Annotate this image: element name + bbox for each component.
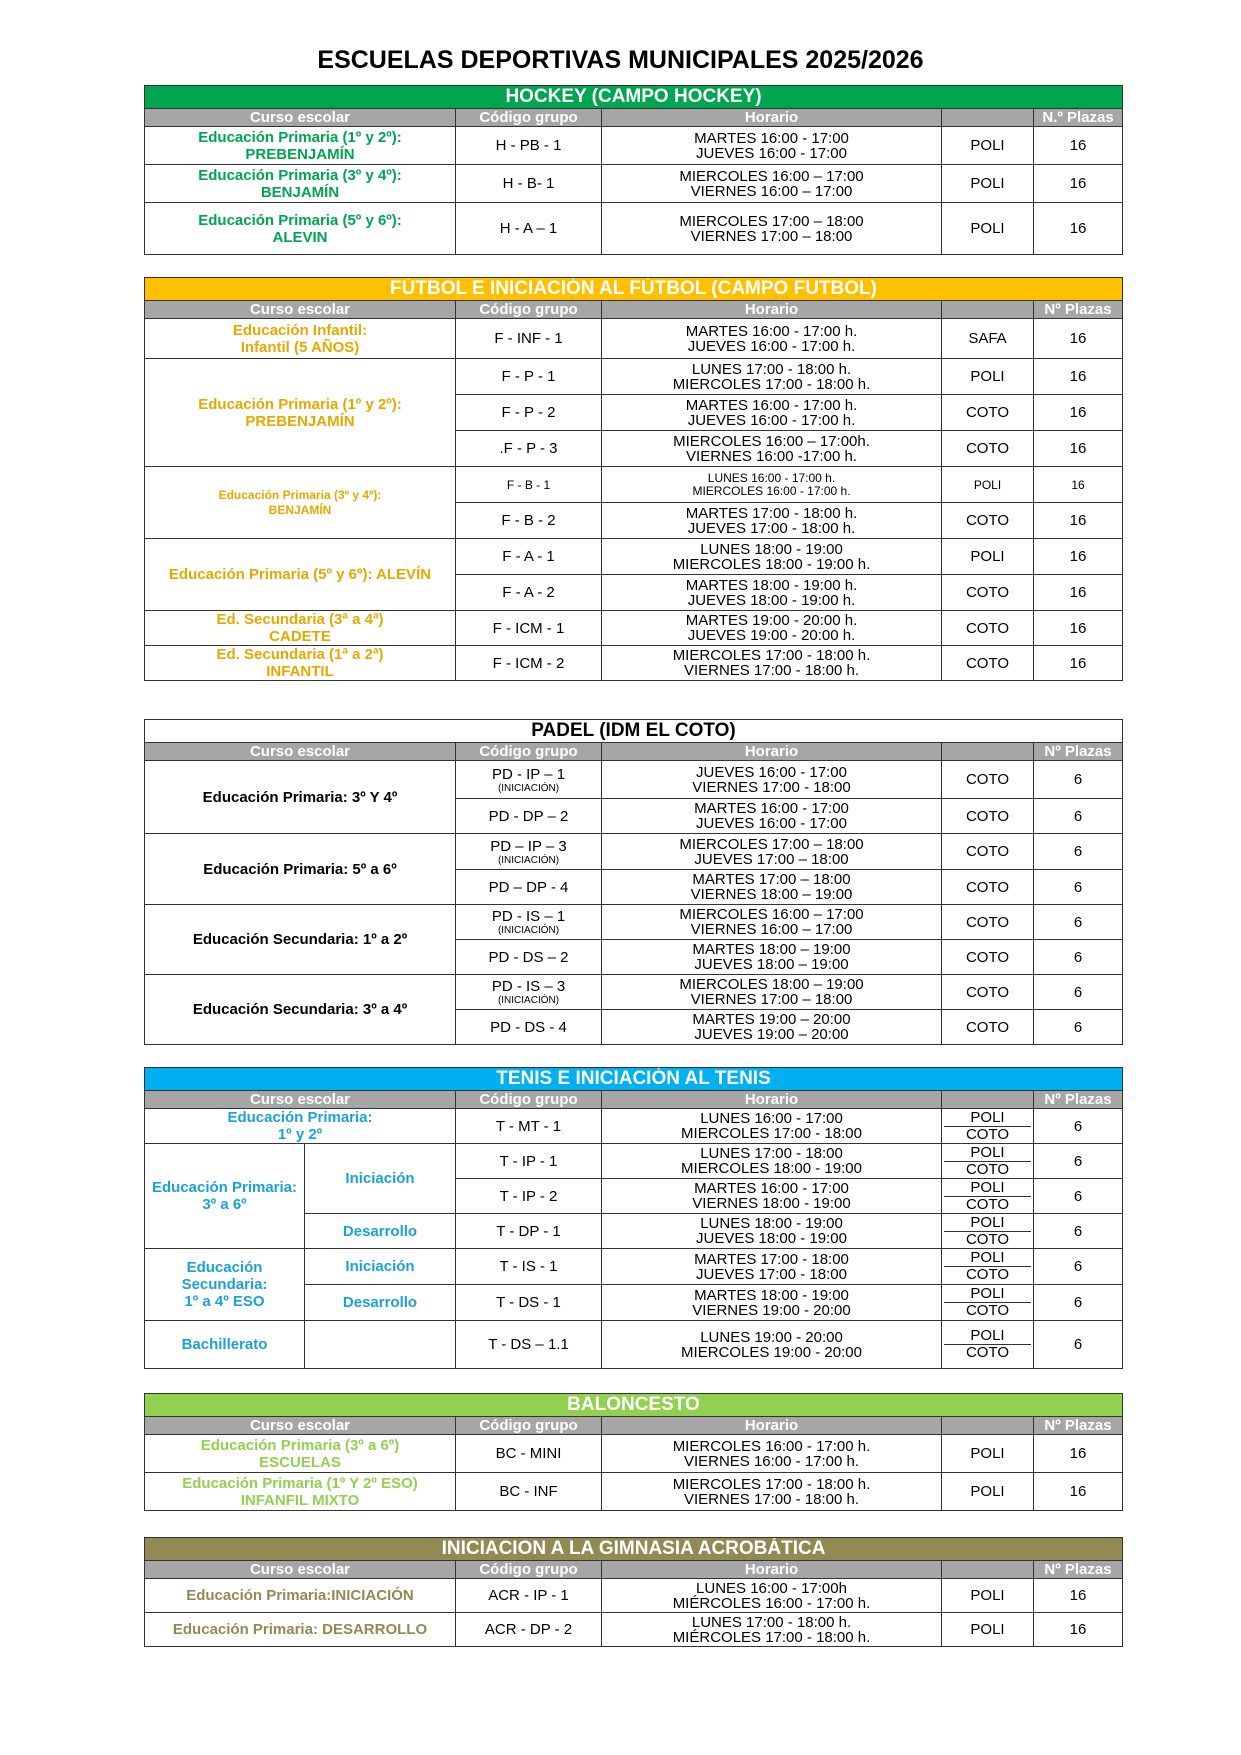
group-code: F - ICM - 2 (456, 646, 602, 681)
header-lugar (942, 1561, 1034, 1579)
header-lugar (942, 109, 1034, 127)
group-code: T - DS – 1.1 (456, 1321, 602, 1369)
header-codigo: Código grupo (456, 109, 602, 127)
spots: 6 (1034, 975, 1123, 1010)
spots: 6 (1034, 834, 1123, 870)
schedule: MARTES 19:00 - 20:00 h. JUEVES 19:00 - 20:00 h. (602, 611, 942, 646)
course-cell: Educación Primaria (3º a 6º) ESCUELAS (145, 1435, 456, 1473)
venue: POLI (942, 1579, 1034, 1613)
venue: COTO (942, 940, 1034, 975)
course-cell: Educación Primaria (3º y 4º): BENJAMÍN (145, 467, 456, 539)
header-curso: Curso escolar (145, 1417, 456, 1435)
header-plazas: N.º Plazas (1034, 109, 1123, 127)
group-code: .F - P - 3 (456, 431, 602, 467)
schedule: MARTES 16:00 - 17:00 VIERNES 18:00 - 19:00 (602, 1179, 942, 1214)
course-cell: Educación Primaria: 1º y 2º (145, 1109, 456, 1144)
schedule: MIERCOLES 17:00 – 18:00 JUEVES 17:00 – 18:00 (602, 834, 942, 870)
venue: COTO (942, 646, 1034, 681)
group-code: T - IP - 1 (456, 1144, 602, 1179)
spots: 16 (1034, 359, 1123, 395)
schedule: MARTES 16:00 - 17:00 h. JUEVES 16:00 - 17:00 h. (602, 395, 942, 431)
venue: COTO (942, 431, 1034, 467)
schedule: MIERCOLES 18:00 – 19:00 VIERNES 17:00 – 18:00 (602, 975, 942, 1010)
header-lugar (942, 743, 1034, 761)
spots: 16 (1034, 395, 1123, 431)
venue: POLI COTO (942, 1214, 1034, 1249)
level-cell: Iniciación (305, 1144, 456, 1214)
header-codigo: Código grupo (456, 743, 602, 761)
schedule: LUNES 16:00 - 17:00 h. MIERCOLES 16:00 - 17:00 h. (602, 467, 942, 503)
schedule: MARTES 18:00 – 19:00 JUEVES 18:00 – 19:00 (602, 940, 942, 975)
schedule: MIERCOLES 16:00 – 17:00 VIERNES 16:00 – 17:00 (602, 165, 942, 203)
venue: POLI (942, 1435, 1034, 1473)
venue: SAFA (942, 319, 1034, 359)
level-cell: Desarrollo (305, 1214, 456, 1249)
spots: 16 (1034, 431, 1123, 467)
schedule: LUNES 19:00 - 20:00 MIERCOLES 19:00 - 20:00 (602, 1321, 942, 1369)
gimnasia-table (144, 1537, 1123, 1647)
venue: COTO (942, 834, 1034, 870)
schedule: MARTES 16:00 - 17:00 JUEVES 16:00 - 17:00 (602, 799, 942, 834)
group-code: PD - IS – 1 (INICIACIÓN) (456, 905, 602, 940)
header-lugar (942, 1417, 1034, 1435)
schedule: MARTES 16:00 - 17:00 h. JUEVES 16:00 - 17:00 h. (602, 319, 942, 359)
course-cell: Educación Primaria: 5º a 6º (145, 834, 456, 905)
schedule: MARTES 17:00 - 18:00 h. JUEVES 17:00 - 18:00 h. (602, 503, 942, 539)
schedule: MIERCOLES 16:00 – 17:00h. VIERNES 16:00 -17:00 h. (602, 431, 942, 467)
spots: 6 (1034, 940, 1123, 975)
venue: COTO (942, 799, 1034, 834)
venue: POLI COTO (942, 1144, 1034, 1179)
spots: 16 (1034, 1473, 1123, 1511)
course-cell: Educación Secundaria: 3º a 4º (145, 975, 456, 1045)
spots: 16 (1034, 539, 1123, 575)
spots: 16 (1034, 1579, 1123, 1613)
group-code: F - A - 2 (456, 575, 602, 611)
schedule: LUNES 16:00 - 17:00 MIERCOLES 17:00 - 18:00 (602, 1109, 942, 1144)
schedule: MIERCOLES 17:00 - 18:00 h. VIERNES 17:00 - 18:00 h. (602, 646, 942, 681)
schedule: JUEVES 16:00 - 17:00 VIERNES 17:00 - 18:00 (602, 761, 942, 799)
gimnasia-title: INICIACION A LA GIMNASIA ACROBÁTICA (145, 1538, 1123, 1561)
course-cell: Educación Primaria: 3º a 6º (145, 1144, 305, 1249)
hockey-table (144, 85, 1123, 255)
spots: 16 (1034, 646, 1123, 681)
course-cell: Educación Primaria (5º y 6º): ALEVIN (145, 203, 456, 255)
course-cell: Educación Primaria: 3º Y 4º (145, 761, 456, 834)
group-code: PD - DP – 2 (456, 799, 602, 834)
course-cell: Educación Primaria (1º Y 2º ESO) INFANFIL MIXTO (145, 1473, 456, 1511)
schedule: MARTES 16:00 - 17:00 JUEVES 16:00 - 17:00 (602, 127, 942, 165)
venue: POLI COTO (942, 1109, 1034, 1144)
hockey-title: HOCKEY (CAMPO HOCKEY) (145, 86, 1123, 109)
group-code: T - IP - 2 (456, 1179, 602, 1214)
header-horario: Horario (602, 1417, 942, 1435)
schedule: MARTES 19:00 – 20:00 JUEVES 19:00 – 20:00 (602, 1010, 942, 1045)
header-plazas: Nº Plazas (1034, 1417, 1123, 1435)
group-code: PD - IS – 3 (INICIACIÓN) (456, 975, 602, 1010)
group-code: PD - DS - 4 (456, 1010, 602, 1045)
course-cell: Educación Secundaria: 1º a 4º ESO (145, 1249, 305, 1321)
spots: 16 (1034, 503, 1123, 539)
schedule: LUNES 18:00 - 19:00 MIERCOLES 18:00 - 19:00 h. (602, 539, 942, 575)
venue: POLI (942, 127, 1034, 165)
venue: POLI (942, 203, 1034, 255)
header-horario: Horario (602, 1091, 942, 1109)
group-code: BC - MINI (456, 1435, 602, 1473)
padel-table (144, 719, 1123, 1045)
course-cell: Ed. Secundaria (3ª a 4ª) CADETE (145, 611, 456, 646)
schedule: LUNES 18:00 - 19:00 JUEVES 18:00 - 19:00 (602, 1214, 942, 1249)
course-cell: Educación Primaria (1º y 2º): PREBENJAMÍN (145, 359, 456, 467)
header-curso: Curso escolar (145, 1091, 456, 1109)
tenis-table (144, 1067, 1123, 1369)
header-curso: Curso escolar (145, 743, 456, 761)
header-codigo: Código grupo (456, 1561, 602, 1579)
schedule: LUNES 17:00 - 18:00 h. MIERCOLES 17:00 - 18:00 h. (602, 359, 942, 395)
header-codigo: Código grupo (456, 1091, 602, 1109)
group-code: PD – DP - 4 (456, 870, 602, 905)
course-cell: Educación Primaria (5º y 6º): ALEVÍN (145, 539, 456, 611)
spots: 6 (1034, 1010, 1123, 1045)
spots: 16 (1034, 611, 1123, 646)
venue: COTO (942, 575, 1034, 611)
venue: POLI (942, 539, 1034, 575)
venue: COTO (942, 503, 1034, 539)
group-code: F - P - 2 (456, 395, 602, 431)
spots: 6 (1034, 1109, 1123, 1144)
venue: POLI (942, 359, 1034, 395)
group-code: H - B- 1 (456, 165, 602, 203)
venue: COTO (942, 1010, 1034, 1045)
spots: 16 (1034, 165, 1123, 203)
group-code: F - ICM - 1 (456, 611, 602, 646)
header-horario: Horario (602, 743, 942, 761)
spots: 6 (1034, 1249, 1123, 1285)
group-code: F - INF - 1 (456, 319, 602, 359)
header-horario: Horario (602, 301, 942, 319)
level-cell-empty (305, 1321, 456, 1369)
venue: COTO (942, 905, 1034, 940)
schedule: MARTES 17:00 - 18:00 JUEVES 17:00 - 18:00 (602, 1249, 942, 1285)
spots: 6 (1034, 1214, 1123, 1249)
venue: POLI COTO (942, 1179, 1034, 1214)
header-codigo: Código grupo (456, 1417, 602, 1435)
schedule: MARTES 17:00 – 18:00 VIERNES 18:00 – 19:00 (602, 870, 942, 905)
group-code: PD - IP – 1 (INICIACIÓN) (456, 761, 602, 799)
baloncesto-title: BALONCESTO (145, 1394, 1123, 1417)
venue: COTO (942, 611, 1034, 646)
group-code: PD – IP – 3 (INICIACIÓN) (456, 834, 602, 870)
schedule: LUNES 17:00 - 18:00 MIERCOLES 18:00 - 19:00 (602, 1144, 942, 1179)
header-curso: Curso escolar (145, 109, 456, 127)
spots: 16 (1034, 319, 1123, 359)
spots: 6 (1034, 1321, 1123, 1369)
course-cell: Educación Primaria: DESARROLLO (145, 1613, 456, 1647)
header-lugar (942, 301, 1034, 319)
spots: 6 (1034, 1144, 1123, 1179)
group-code: ACR - IP - 1 (456, 1579, 602, 1613)
futbol-title: FÚTBOL E INICIACIÓN AL FÚTBOL (CAMPO FUTBOL) (145, 278, 1123, 301)
course-cell: Ed. Secundaria (1ª a 2ª) INFANTIL (145, 646, 456, 681)
course-cell: Educación Primaria (1º y 2º): PREBENJAMÍN (145, 127, 456, 165)
header-curso: Curso escolar (145, 301, 456, 319)
course-cell: Educación Secundaria: 1º a 2º (145, 905, 456, 975)
group-code: ACR - DP - 2 (456, 1613, 602, 1647)
schedule: MARTES 18:00 - 19:00 h. JUEVES 18:00 - 19:00 h. (602, 575, 942, 611)
page-title: ESCUELAS DEPORTIVAS MUNICIPALES 2025/2026 (317, 46, 924, 74)
venue: POLI (942, 165, 1034, 203)
spots: 16 (1034, 1613, 1123, 1647)
course-cell: Bachillerato (145, 1321, 305, 1369)
group-code: T - DP - 1 (456, 1214, 602, 1249)
group-code: PD - DS – 2 (456, 940, 602, 975)
level-cell: Iniciación (305, 1249, 456, 1285)
course-cell: Educación Infantil: Infantil (5 AÑOS) (145, 319, 456, 359)
spots: 6 (1034, 1179, 1123, 1214)
header-plazas: Nº Plazas (1034, 743, 1123, 761)
group-code: H - A – 1 (456, 203, 602, 255)
venue: POLI COTO (942, 1285, 1034, 1321)
header-codigo: Código grupo (456, 301, 602, 319)
venue: POLI COTO (942, 1249, 1034, 1285)
spots: 16 (1034, 127, 1123, 165)
tenis-title: TENIS E INICIACIÓN AL TENIS (145, 1068, 1123, 1091)
group-code: T - IS - 1 (456, 1249, 602, 1285)
level-cell: Desarrollo (305, 1285, 456, 1321)
spots: 6 (1034, 1285, 1123, 1321)
header-horario: Horario (602, 109, 942, 127)
schedule: LUNES 16:00 - 17:00h MIÉRCOLES 16:00 - 17:00 h. (602, 1579, 942, 1613)
group-code: BC - INF (456, 1473, 602, 1511)
group-code: F - P - 1 (456, 359, 602, 395)
venue: COTO (942, 870, 1034, 905)
venue: POLI (942, 1613, 1034, 1647)
group-code: F - A - 1 (456, 539, 602, 575)
group-code: H - PB - 1 (456, 127, 602, 165)
header-plazas: Nº Plazas (1034, 1091, 1123, 1109)
course-cell: Educación Primaria:INICIACIÓN (145, 1579, 456, 1613)
schedule: MARTES 18:00 - 19:00 VIERNES 19:00 - 20:00 (602, 1285, 942, 1321)
venue: POLI (942, 1473, 1034, 1511)
venue: POLI (942, 467, 1034, 503)
spots: 16 (1034, 203, 1123, 255)
spots: 16 (1034, 467, 1123, 503)
header-plazas: Nº Plazas (1034, 301, 1123, 319)
schedule: MIERCOLES 17:00 - 18:00 h. VIERNES 17:00 - 18:00 h. (602, 1473, 942, 1511)
group-code: F - B - 1 (456, 467, 602, 503)
spots: 6 (1034, 905, 1123, 940)
spots: 16 (1034, 575, 1123, 611)
course-cell: Educación Primaria (3º y 4º): BENJAMÍN (145, 165, 456, 203)
spots: 6 (1034, 799, 1123, 834)
group-code: T - MT - 1 (456, 1109, 602, 1144)
header-plazas: Nº Plazas (1034, 1561, 1123, 1579)
header-horario: Horario (602, 1561, 942, 1579)
venue: COTO (942, 395, 1034, 431)
venue: COTO (942, 761, 1034, 799)
header-lugar (942, 1091, 1034, 1109)
venue: COTO (942, 975, 1034, 1010)
group-code: T - DS - 1 (456, 1285, 602, 1321)
schedule: MIERCOLES 16:00 - 17:00 h. VIERNES 16:00 - 17:00 h. (602, 1435, 942, 1473)
spots: 16 (1034, 1435, 1123, 1473)
spots: 6 (1034, 870, 1123, 905)
venue: POLI COTO (942, 1321, 1034, 1369)
schedule: MIERCOLES 16:00 – 17:00 VIERNES 16:00 – 17:00 (602, 905, 942, 940)
header-curso: Curso escolar (145, 1561, 456, 1579)
schedule: MIERCOLES 17:00 – 18:00 VIERNES 17:00 – 18:00 (602, 203, 942, 255)
schedule: LUNES 17:00 - 18:00 h. MIÉRCOLES 17:00 - 18:00 h. (602, 1613, 942, 1647)
spots: 6 (1034, 761, 1123, 799)
group-code: F - B - 2 (456, 503, 602, 539)
padel-title: PADEL (IDM EL COTO) (145, 720, 1123, 743)
baloncesto-table (144, 1393, 1123, 1511)
futbol-table (144, 277, 1123, 681)
